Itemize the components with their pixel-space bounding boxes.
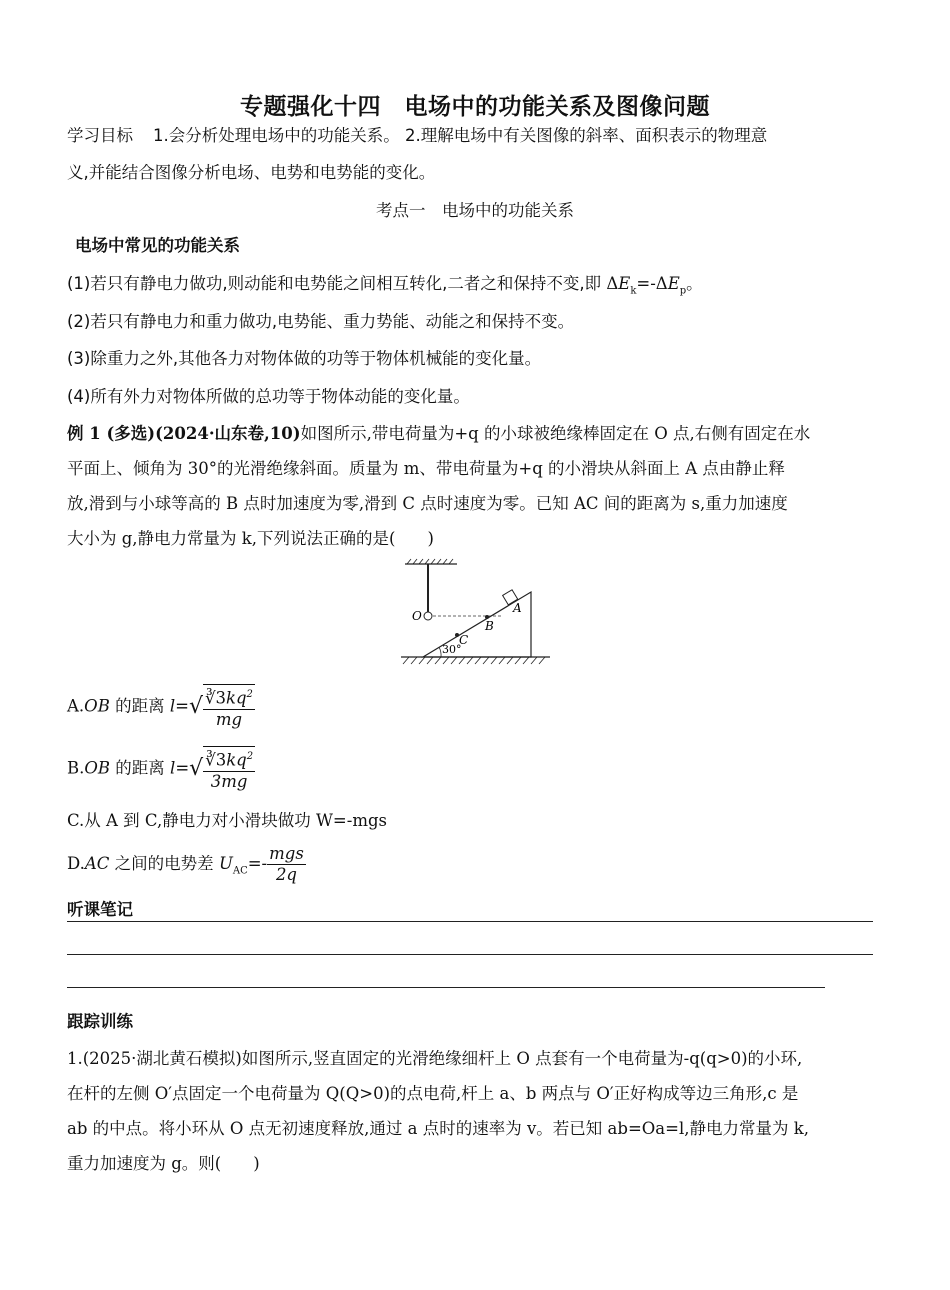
- notes-line-1: [67, 921, 873, 922]
- formula-end: 。: [686, 274, 703, 293]
- option-a-prefix: A.: [67, 696, 85, 716]
- option-a-text: 的距离: [109, 696, 170, 716]
- followup-label: 跟踪训练: [67, 1012, 133, 1031]
- ground-hatch: [403, 657, 545, 664]
- rule-1: [67, 272, 703, 303]
- option-b-var: l: [170, 758, 176, 778]
- option-d-num: mgs: [269, 844, 304, 863]
- objective-line-2: 义,并能结合图像分析电场、电势和电势能的变化。: [67, 163, 436, 182]
- rule-1-text: (1)若只有静电力做功,则动能和电势能之间相互转化,二者之和保持不变,即: [67, 274, 607, 293]
- q1-line-2: 在杆的左侧 O′点固定一个电荷量为 Q(Q>0)的点电荷,杆上 a、b 两点与 O′正好构成等边三角形,c 是: [67, 1084, 799, 1103]
- outer-radical-icon: √: [188, 693, 203, 719]
- inner-radical-icon: ∛: [205, 750, 216, 770]
- formula-e: E: [618, 274, 631, 293]
- q1-paren-close: ): [253, 1154, 260, 1173]
- option-b[interactable]: [67, 746, 255, 792]
- option-a-var: l: [169, 696, 176, 716]
- incline-figure: [395, 556, 555, 671]
- option-b-obj: OB: [84, 758, 111, 778]
- label-b: B: [485, 619, 494, 633]
- label-angle: 30°: [442, 643, 462, 656]
- label-a: A: [513, 601, 522, 615]
- example-text-1: 如图所示,带电荷量为+q 的小球被绝缘棒固定在 O 点,右侧有固定在水: [300, 424, 811, 443]
- option-d-eq: =-: [247, 854, 268, 873]
- option-a-sup: 2: [246, 689, 253, 700]
- objective-text-1: 1.会分析处理电场中的功能关系。 2.理解电场中有关图像的斜率、面积表示的物理意: [153, 126, 768, 145]
- option-d-sub: AC: [232, 865, 248, 877]
- option-d-den: 2q: [275, 865, 297, 884]
- formula-eq: =-Δ: [636, 274, 668, 293]
- section-heading: 考点一 电场中的功能关系: [376, 201, 574, 220]
- option-b-prefix: B.: [67, 758, 85, 778]
- option-a[interactable]: [67, 684, 255, 730]
- label-o: O: [412, 609, 422, 623]
- objective-line-1: [67, 124, 767, 148]
- rule-2: (2)若只有静电力和重力做功,电势能、重力势能、动能之和保持不变。: [67, 312, 575, 331]
- option-b-eq: =: [175, 758, 190, 778]
- option-d-prefix: D.: [67, 854, 85, 873]
- formula-sub-k: k: [630, 285, 637, 297]
- option-d-var: U: [218, 854, 233, 873]
- notes-label: 听课笔记: [67, 900, 133, 919]
- option-d[interactable]: [67, 842, 306, 893]
- delta-symbol: Δ: [606, 274, 619, 293]
- formula-sub-p: p: [679, 285, 687, 297]
- angle-arc: [439, 647, 441, 657]
- option-d-obj: AC: [84, 854, 110, 873]
- page-title: 专题强化十四 电场中的功能关系及图像问题: [240, 94, 710, 120]
- label-c: C: [459, 633, 469, 647]
- answer-paren-close: ): [427, 529, 434, 548]
- option-b-text: 的距离: [110, 758, 171, 778]
- option-a-eq: =: [175, 696, 189, 716]
- example-line-2: 平面上、倾角为 30°的光滑绝缘斜面。质量为 m、带电荷量为+q 的小滑块从斜面上 A 点由静止释: [67, 459, 785, 478]
- q1-text-4: 重力加速度为 g。则(: [67, 1154, 222, 1173]
- q1-line-1: 1.(2025·湖北黄石模拟)如图所示,竖直固定的光滑绝缘细杆上 O 点套有一个电荷量为-q(q>0)的小环,: [67, 1049, 803, 1068]
- inner-radical-icon: ∛: [204, 688, 216, 708]
- example-prefix: 例 1 (多选)(2024·山东卷,10): [67, 424, 301, 443]
- q1-line-3: ab 的中点。将小环从 O 点无初速度释放,通过 a 点时的速率为 v。若已知 ab=Oa=l,静电力常量为 k,: [67, 1119, 809, 1138]
- notes-line-3: [67, 987, 825, 988]
- option-d-text: 之间的电势差: [109, 854, 219, 873]
- example-text-4: 大小为 g,静电力常量为 k,下列说法正确的是(: [67, 529, 396, 548]
- option-a-radicand: 3: [215, 688, 226, 708]
- notes-line-2: [67, 954, 873, 955]
- option-b-radicand: 3: [215, 750, 227, 770]
- example-line-1: [67, 422, 810, 446]
- example-line-4: [67, 527, 434, 551]
- q1-line-4: [67, 1152, 260, 1176]
- option-a-den: mg: [215, 709, 243, 729]
- option-a-num: kq: [225, 688, 247, 708]
- option-c[interactable]: C.从 A 到 C,静电力对小滑块做功 W=-mgs: [67, 811, 387, 830]
- example-line-3: 放,滑到与小球等高的 B 点时加速度为零,滑到 C 点时速度为零。已知 AC 间的距离为 s,重力加速度: [67, 494, 788, 513]
- outer-radical-icon: √: [189, 755, 204, 781]
- option-b-num: kq: [226, 750, 247, 770]
- subheading: 电场中常见的功能关系: [75, 236, 240, 255]
- objective-label: 学习目标: [67, 126, 133, 145]
- charged-ball: [424, 612, 432, 620]
- rule-3: (3)除重力之外,其他各力对物体做的功等于物体机械能的变化量。: [67, 349, 542, 368]
- rule-4: (4)所有外力对物体所做的总功等于物体动能的变化量。: [67, 387, 470, 406]
- formula-e2: E: [667, 274, 680, 293]
- option-b-sup: 2: [246, 751, 254, 762]
- option-a-obj: OB: [84, 696, 110, 716]
- option-b-den: 3mg: [210, 771, 248, 791]
- ceiling-hatch: [407, 559, 453, 564]
